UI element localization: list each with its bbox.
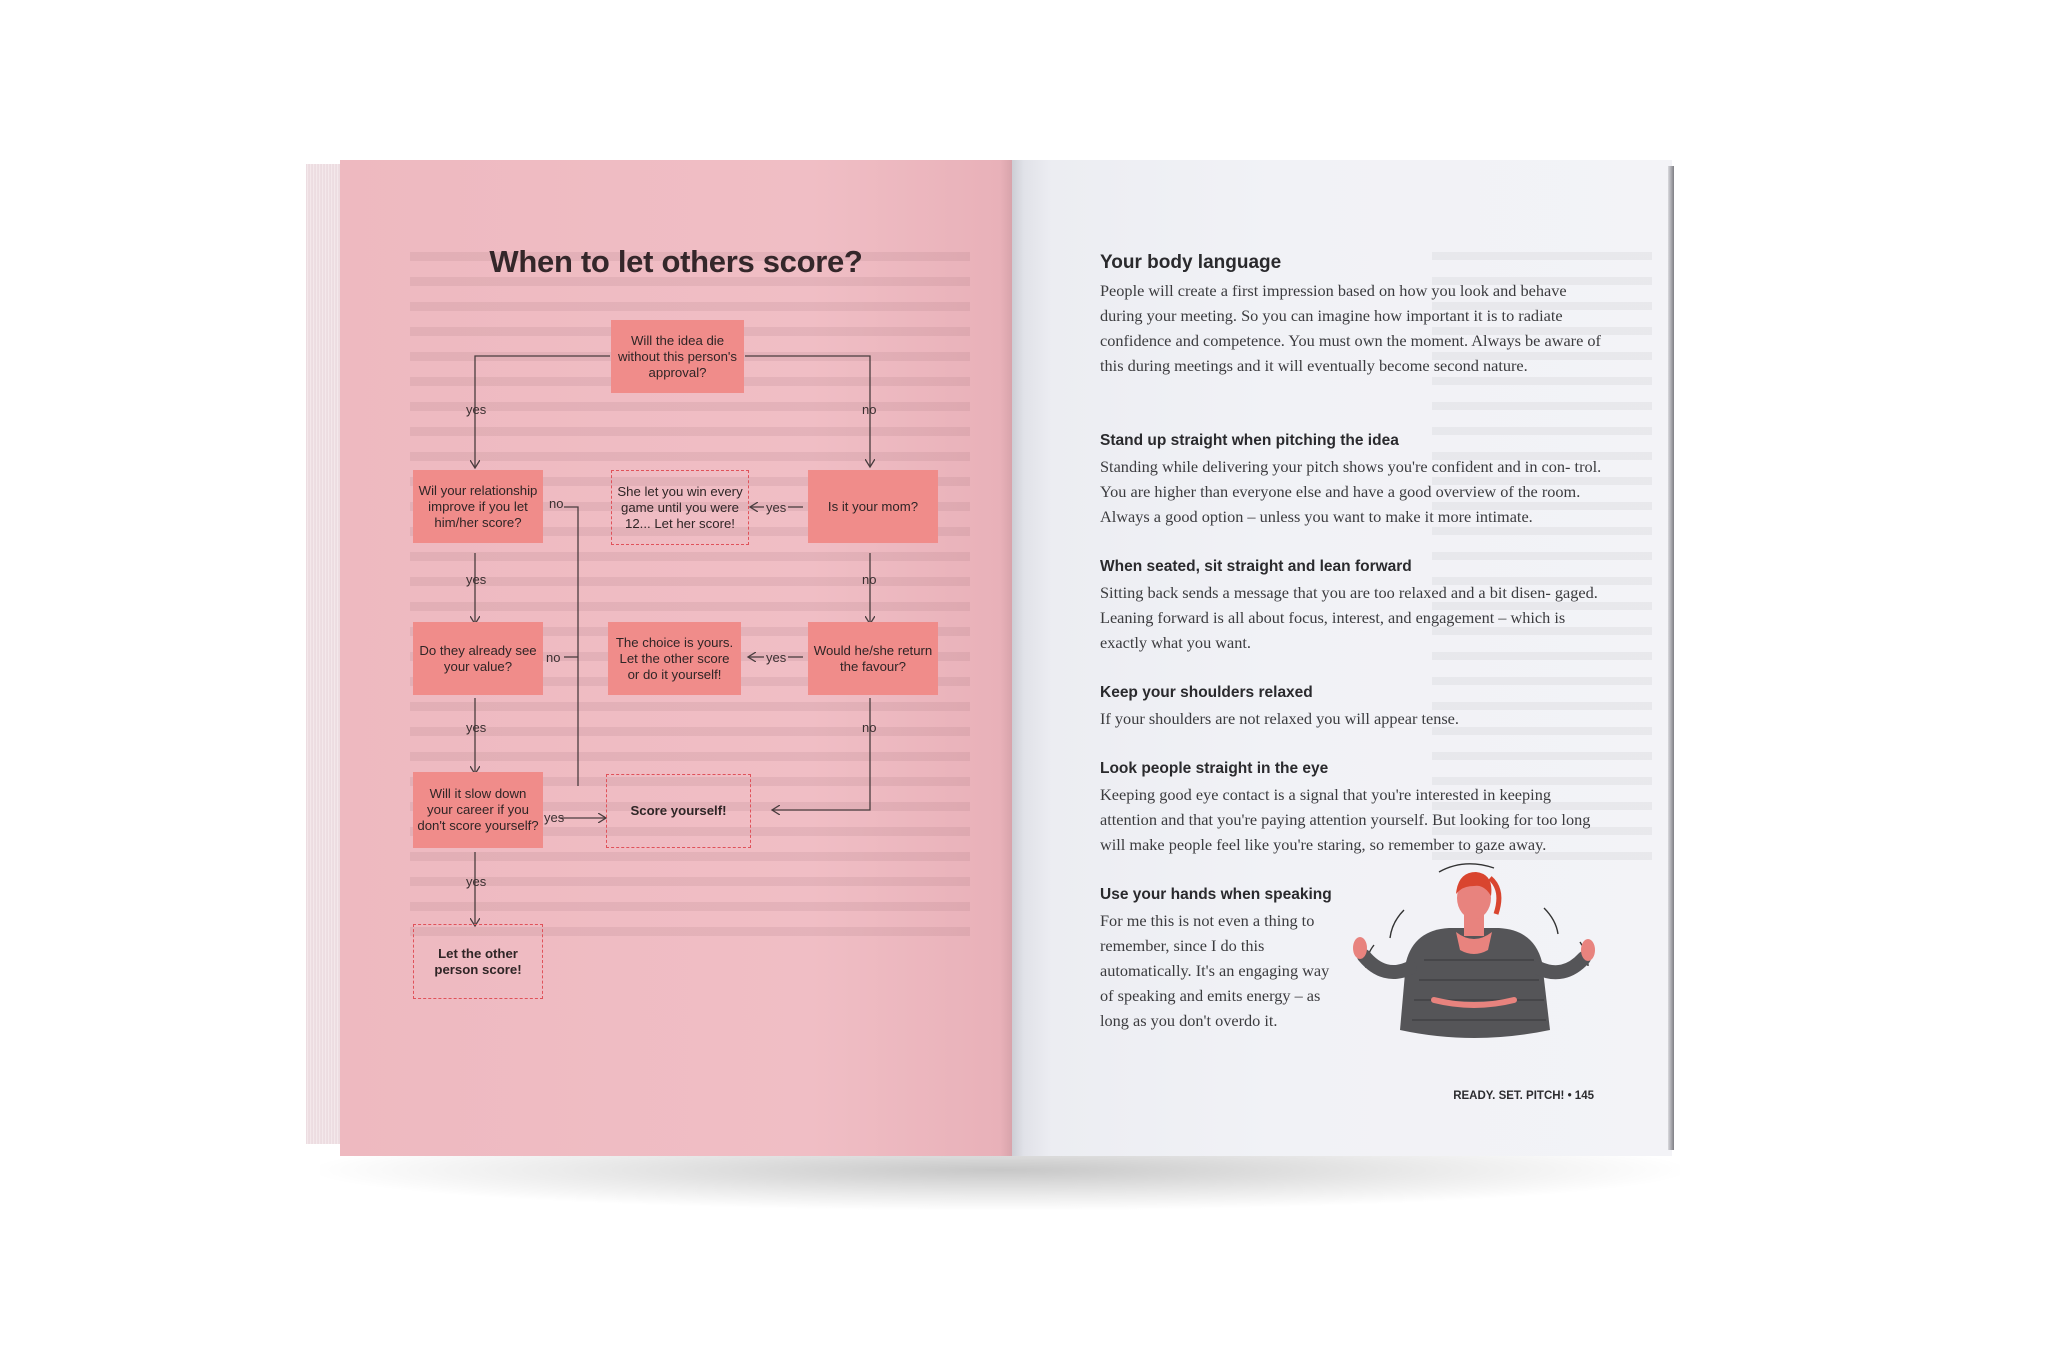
flow-question-favour: Would he/she return the favour?	[808, 622, 938, 695]
paragraph-hands: For me this is not even a thing to remember, since I do this automatically. It's an engaging way of speaking and emits energy – as long as you don't overdo it.	[1100, 911, 1330, 1030]
label-no: no	[862, 402, 877, 417]
book-gutter	[1000, 160, 1024, 1156]
paragraph-eye-contact: Keeping good eye contact is a signal that you're interested in keeping attention and that you're paying attention yourself. But looking for too long will make people feel like you're staring, so remember to gaze away.	[1100, 785, 1591, 854]
label-no: no	[862, 572, 877, 587]
left-page	[340, 160, 1012, 1156]
subheading-shoulders: Keep your shoulders relaxed	[1100, 684, 1313, 701]
flow-outcome-let-other: Let the other person score!	[413, 924, 543, 999]
label-no: no	[862, 720, 877, 735]
page-footer: READY. SET. PITCH! • 145	[1453, 1090, 1594, 1102]
label-yes: yes	[766, 500, 787, 515]
flow-question-relationship: Wil your relationship improve if you let him/her score?	[413, 470, 543, 543]
subheading-eye-contact: Look people straight in the eye	[1100, 760, 1329, 777]
paragraph-seated: Sitting back sends a message that you are too relaxed and a bit disen- gaged. Leaning forward is all about focus, interest, and engagement – which is exactly what you want.	[1100, 583, 1598, 652]
subheading-seated: When seated, sit straight and lean forward	[1100, 558, 1412, 575]
page-title: When to let others score?	[489, 244, 863, 279]
flow-choice: The choice is yours. Let the other score or do it yourself!	[608, 622, 741, 695]
label-yes: yes	[466, 720, 487, 735]
label-yes: yes	[466, 402, 487, 417]
right-page	[1012, 160, 1672, 1156]
label-yes: yes	[766, 650, 787, 665]
paragraph-stand-up: Standing while delivering your pitch shows you're confident and in con- trol. You are higher than everyone else and have a good overview of the room. Always a good option – unless you want to make it more intimate.	[1100, 457, 1602, 526]
section-heading: Your body language	[1100, 252, 1282, 273]
label-no: no	[549, 496, 564, 511]
subheading-hands: Use your hands when speaking	[1100, 886, 1332, 903]
label-no: no	[546, 650, 561, 665]
page-edge-right	[1668, 166, 1674, 1150]
flow-question-career: Will it slow down your career if you don't score yourself?	[413, 772, 543, 848]
paragraph-shoulders: If your shoulders are not relaxed you will appear tense.	[1100, 709, 1459, 728]
flow-question-idea: Will the idea die without this person's approval?	[611, 320, 744, 393]
label-yes: yes	[466, 572, 487, 587]
gesturing-person-illustration	[1344, 850, 1614, 1050]
flow-question-value: Do they already see your value?	[413, 622, 543, 695]
label-yes: yes	[466, 874, 487, 889]
flow-question-mom: Is it your mom?	[808, 470, 938, 543]
flow-outcome-mom: She let you win every game until you were 12... Let her score!	[611, 470, 749, 545]
subheading-stand-up: Stand up straight when pitching the idea	[1100, 432, 1399, 449]
intro-paragraph: People will create a first impression based on how you look and behave during your meeting. So you can imagine how important it is to radiate confidence and competence. You must own the moment. Always be aware of this during meetings and it will eventually become second nature.	[1100, 281, 1601, 375]
flow-outcome-score-yourself: Score yourself!	[606, 774, 751, 848]
label-yes: yes	[544, 810, 565, 825]
